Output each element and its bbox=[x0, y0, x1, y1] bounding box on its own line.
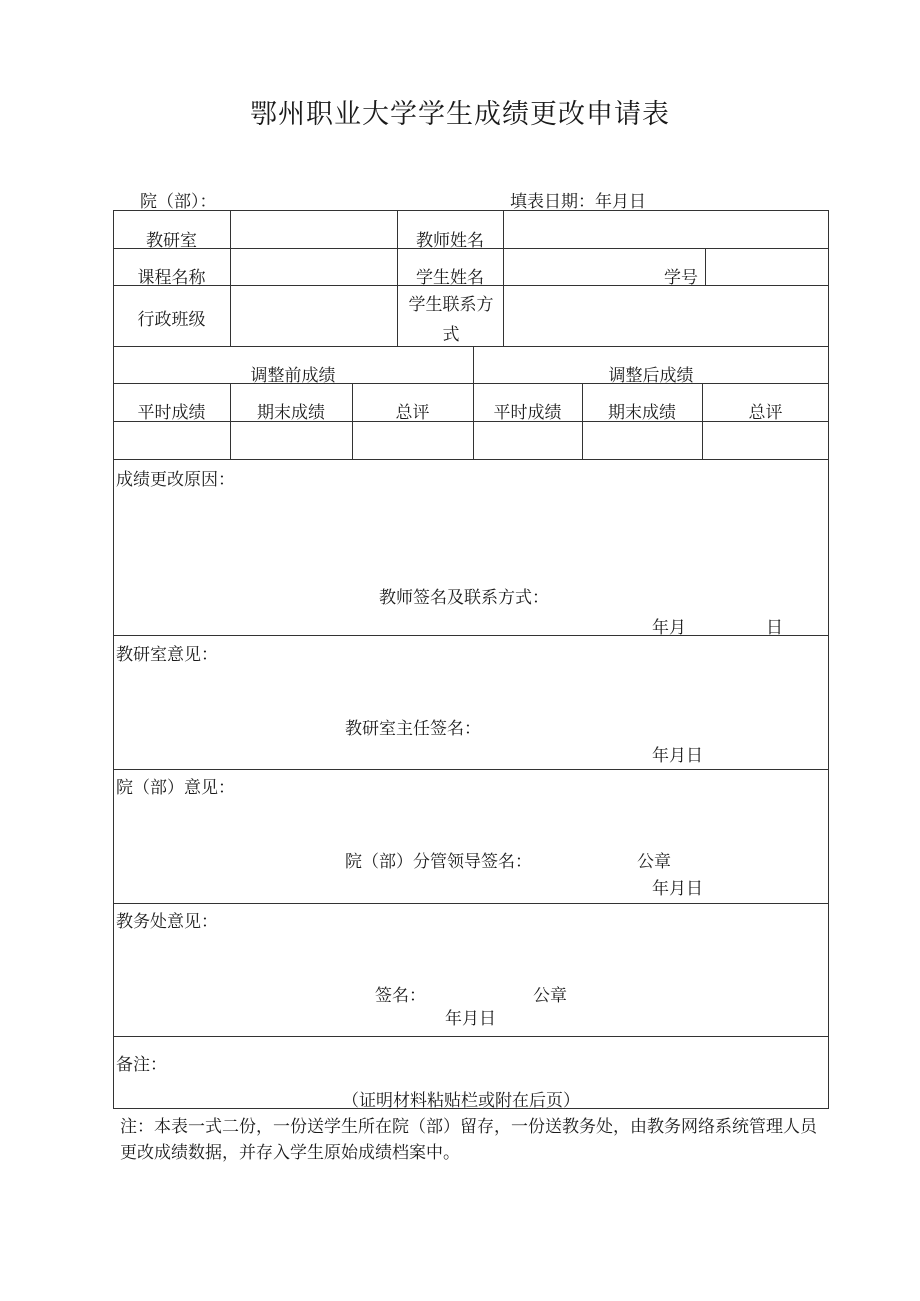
department-label: 院（部）： bbox=[140, 192, 217, 212]
reason-date-day: 日 bbox=[766, 618, 783, 638]
grade-col-before-usual: 平时成绩 bbox=[137, 403, 206, 423]
academic-affairs-date: 年月日 bbox=[445, 1009, 496, 1029]
dept-opinion-label: 院（部）意见： bbox=[116, 778, 235, 798]
office-opinion-date: 年月日 bbox=[652, 746, 703, 766]
teaching-office-label: 教研室 bbox=[146, 231, 197, 251]
fill-date-label: 填表日期：年月日 bbox=[510, 192, 646, 212]
teacher-signature-label: 教师签名及联系方式： bbox=[379, 588, 549, 608]
footnote: 注：本表一式二份，一份送学生所在院（部）留存，一份送教务处，由教务网络系统管理人员更改成绩数据，并存入学生原始成绩档案中。 bbox=[120, 1117, 817, 1163]
grade-col-before-final: 期末成绩 bbox=[257, 403, 325, 423]
academic-affairs-signature-label: 签名： bbox=[375, 986, 426, 1006]
remarks-note: （证明材料粘贴栏或附在后页） bbox=[342, 1091, 580, 1111]
student-contact-label: 学生联系方式 bbox=[408, 295, 494, 345]
academic-affairs-opinion-label: 教务处意见： bbox=[116, 912, 218, 932]
reason-date-year-month: 年月 bbox=[652, 618, 686, 638]
dept-opinion-date: 年月日 bbox=[652, 879, 703, 899]
grade-col-after-total: 总评 bbox=[748, 403, 783, 423]
dept-seal-label: 公章 bbox=[637, 852, 671, 872]
academic-affairs-seal-label: 公章 bbox=[533, 986, 567, 1006]
admin-class-label: 行政班级 bbox=[137, 310, 206, 330]
form-title: 鄂州职业大学学生成绩更改申请表 bbox=[250, 99, 670, 130]
course-name-label: 课程名称 bbox=[137, 268, 206, 288]
dept-leader-signature-label: 院（部）分管领导签名： bbox=[345, 852, 532, 872]
grade-col-before-total: 总评 bbox=[395, 403, 430, 423]
grades-after-title: 调整后成绩 bbox=[608, 366, 694, 386]
office-opinion-label: 教研室意见： bbox=[116, 645, 218, 665]
change-reason-label: 成绩更改原因： bbox=[116, 470, 235, 490]
student-id-label: 学号 bbox=[664, 268, 698, 288]
grade-col-after-usual: 平时成绩 bbox=[493, 403, 562, 423]
teacher-name-label: 教师姓名 bbox=[416, 231, 484, 251]
grade-col-after-final: 期末成绩 bbox=[608, 403, 676, 423]
grades-before-title: 调整前成绩 bbox=[250, 366, 336, 386]
student-name-label: 学生姓名 bbox=[416, 268, 484, 288]
office-director-signature-label: 教研室主任签名： bbox=[345, 719, 481, 739]
remarks-label: 备注： bbox=[116, 1055, 167, 1075]
